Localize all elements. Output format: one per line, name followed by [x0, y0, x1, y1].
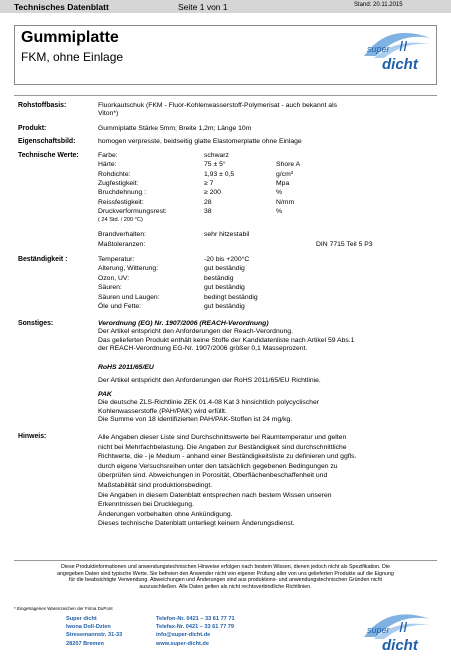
hinweis-line: Dieses technische Datenblatt unterliegt keinem Änderungsdienst.	[98, 520, 295, 528]
hinweis-line: Richtwerte, die - je Medium - anhand einer Beständigkeitsliste zu definieren und ggfls.	[98, 453, 357, 461]
header-bar	[0, 0, 451, 13]
tech-property-name: Rohdichte:	[98, 170, 131, 178]
pak-line: Die deutsche ZLS-Richtlinie ZEK 01.4-08 Kat 3 hinsichtlich polycyclischer	[98, 399, 319, 407]
page-title: Gummiplatte	[21, 29, 119, 46]
rohs-text: Der Artikel entspricht den Anforderungen der RoHS 2011/65/EU Richtlinie.	[98, 377, 321, 385]
tech-property-value: ≥ 200	[204, 189, 221, 197]
hinweis-line: Maßstabilität sind produktionsbedingt.	[98, 481, 213, 489]
eigenschaft-text: homogen verpresste, beidseitig glatte Elastomerplatte ohne Einlage	[98, 138, 302, 145]
pak-title: PAK	[98, 391, 112, 398]
logo-super: super	[367, 44, 390, 54]
reach-line: Der Artikel entspricht den Anforderungen der Reach-Verordnung.	[98, 328, 293, 336]
hinweis-text	[98, 433, 433, 529]
contact-channels	[156, 615, 235, 648]
tech-property-value: 38	[204, 207, 212, 215]
tech-property-unit: %	[276, 189, 283, 197]
resistance-value: beständig	[204, 274, 234, 282]
mass-name: Maßtoleranzen:	[98, 241, 146, 248]
wave-logo-icon	[358, 28, 434, 82]
disclaimer-line: für die beabsichtigte Verwendung. Abweichungen und Änderungen sind aus produktions- und anwendungstechnischen Gründen nicht	[68, 577, 383, 584]
brand-logo-top	[358, 28, 434, 82]
doc-type: Technisches Datenblatt	[14, 2, 109, 12]
tech-property-value: 1,93 ± 0,5	[204, 170, 235, 178]
rohs-title: RoHS 2011/65/EU	[98, 364, 154, 371]
brand-logo-bottom	[358, 610, 434, 662]
tech-property-name: Farbe:	[98, 152, 118, 159]
hinweis-label: Hinweis:	[18, 433, 47, 440]
eigenschaft-label: Eigenschaftsbild:	[18, 138, 76, 145]
tech-property-name: Härte:	[98, 161, 117, 169]
reach-block	[98, 320, 433, 354]
resistance-value: bedingt beständig	[204, 293, 258, 301]
contact-address	[66, 615, 122, 648]
resistance-name: Säuren und Laugen:	[98, 293, 160, 301]
pak-block	[98, 391, 433, 425]
tech-property-value: 28	[204, 198, 212, 206]
phone: Telefon-Nr. 0421 – 33 61 77 71	[156, 616, 235, 622]
pak-line: Kohlenwasserstoffe (PAH/PAK) wird erfüllt.	[98, 407, 227, 415]
stand-date: Stand: 20.11.2015	[354, 2, 403, 8]
resistance-name: Ozon, UV:	[98, 274, 130, 282]
street: Stresemannstr. 31-33	[66, 632, 123, 639]
email-link[interactable]: info@super-dicht.de	[156, 632, 211, 639]
brand-value: sehr hitzestabil	[204, 231, 250, 238]
hinweis-line: Die Angaben in diesem Datenblatt entsprechen nach bestem Wissen unseren	[98, 491, 332, 499]
logo-bars: II	[399, 619, 408, 636]
disclaimer	[18, 564, 433, 590]
sonstiges-label: Sonstiges:	[18, 320, 54, 327]
disclaimer-line: auszuschließen. Alle Daten gelten als nicht rechtsverbindliche Richtlinien.	[139, 583, 312, 590]
resistance-value: -20 bis +200°C	[204, 256, 250, 263]
page-subtitle: FKM, ohne Einlage	[21, 50, 124, 64]
logo-bars: II	[399, 38, 408, 55]
company-name: Super dicht	[66, 616, 97, 622]
fax: Telefax-Nr. 0421 – 33 61 77 79	[156, 624, 234, 631]
tech-property-unit: Mpa	[276, 179, 290, 187]
hinweis-line: Alle Angaben dieser Liste sind Durchschnittswerte bei Raumtemperatur und gelten	[98, 434, 347, 441]
bestaendigkeit-label: Beständigkeit :	[18, 256, 68, 263]
technische-label: Technische Werte:	[18, 152, 79, 159]
reach-line: Das gelieferten Produkt enthält keine Stoffe der Kandidatenliste nach Artikel 59 Abs.1	[98, 336, 355, 344]
resistance-name: Säuren:	[98, 284, 122, 292]
hinweis-line: Erkenntnissen bei Drucklegung.	[98, 501, 194, 509]
logo-dicht: dicht	[382, 56, 418, 73]
rohstoff-text	[98, 102, 433, 119]
rohstoff-label: Rohstoffbasis:	[18, 102, 67, 109]
dvr-note: ( 24 Std. / 200 °C)	[98, 217, 143, 223]
logo-dicht: dicht	[382, 637, 418, 654]
hinweis-line: durch eigene Versuchsreihen unter den tatsächlich gegebenen Bedingungen zu	[98, 462, 338, 470]
brand-name: Brandverhalten:	[98, 231, 146, 238]
hinweis-line: Änderungen vorbehalten ohne Ankündigung.	[98, 510, 233, 518]
resistance-name: Öle und Fette:	[98, 303, 142, 310]
city: 28207 Bremen	[66, 640, 104, 647]
produkt-label: Produkt:	[18, 125, 47, 132]
reach-title: Verordnung (EG) Nr. 1907/2006 (REACH-Verordnung)	[98, 320, 269, 327]
disclaimer-line: angegeben Daten sind typische Werte. Sie befreien den Anwender nicht von eigener Prüfung aller von uns gelieferten Produkte auf die Eignung	[57, 570, 394, 577]
resistance-value: gut beständig	[204, 303, 245, 310]
contact-person: Iwona Doll-Dzien	[66, 624, 111, 631]
logo-super: super	[367, 625, 390, 635]
resistance-name: Alterung, Witterung:	[98, 265, 159, 273]
rohstoff-line: Viton*)	[98, 110, 119, 118]
page-number: Seite 1 von 1	[178, 2, 228, 12]
disclaimer-line: Diese Produktinformationen und anwendungstechnischen Hinweise erfolgen nach bestem Wissen, dienen jedoch nicht als Spezifikation. Die	[61, 564, 390, 570]
hinweis-line: überprüfen sind. Abweichungen in Porosität, Oberflächenbeschaffenheit und	[98, 472, 328, 480]
tech-property-name: Bruchdehnung :	[98, 189, 146, 197]
tech-property-value: ≥ 7	[204, 179, 214, 187]
produkt-text: Gummiplatte Stärke 5mm; Breite 1,2m; Länge 10m	[98, 125, 252, 132]
divider	[14, 560, 437, 561]
tech-property-unit: g/cm³	[276, 170, 293, 178]
mass-value: DIN 7715 Teil 5 P3	[316, 241, 373, 248]
rohs-block	[98, 364, 433, 386]
rohstoff-line: Fluorkautschuk (FKM - Fluor-Kohlenwasserstoff-Polymerisat - auch bekannt als	[98, 102, 337, 109]
tech-property-name: Reissfestigkeit:	[98, 198, 144, 206]
web-link[interactable]: www.super-dicht.de	[156, 640, 209, 647]
trademark-note: * Eingetragenes Warenzeichen der Firma DuPont	[14, 606, 113, 611]
tech-property-value: 75 ± 5°	[204, 161, 226, 169]
resistance-value: gut beständig	[204, 284, 245, 292]
resistance-value: gut beständig	[204, 265, 245, 273]
reach-line: der REACH-Verordnung EG-Nr. 1907/2006 größer 0,1 Masseprozent.	[98, 345, 308, 353]
tech-property-value: schwarz	[204, 152, 229, 159]
hinweis-line: nicht bei Mehrfachbelastung. Die Angaben zur Beständigkeit sind durchschnittliche	[98, 443, 347, 451]
resistance-name: Temperatur:	[98, 256, 135, 263]
wave-logo-icon	[358, 610, 434, 662]
tech-property-unit: %	[276, 207, 283, 215]
tech-property-name: Zugfestigkeit:	[98, 179, 139, 187]
divider	[14, 95, 437, 96]
tech-property-name: Druckverformungsrest:	[98, 207, 167, 215]
pak-line: Die Summe von 18 identifizierten PAH/PAK-Stoffen ist 24 mg/kg.	[98, 416, 293, 424]
tech-property-unit: N/mm	[276, 198, 295, 206]
tech-property-unit: Shore A	[276, 161, 301, 169]
